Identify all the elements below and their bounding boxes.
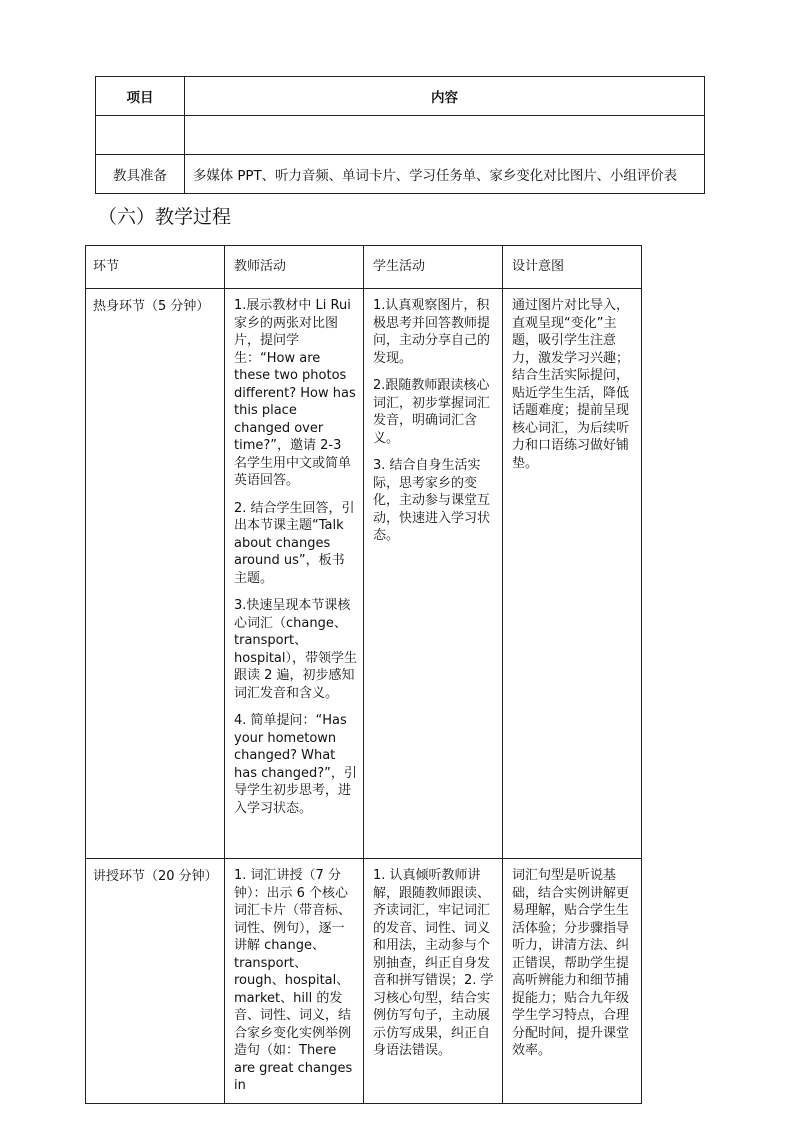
student-activity-item: 1.认真观察图片，积极思考并回答教师提问，主动分享自己的发现。 xyxy=(373,298,491,366)
design-intent-cell: 词汇句型是听说基础，结合实例讲解更易理解，贴合学生生活体验；分步骤指导听力，讲清方法、纠正错误，帮助学生提高听辨能力和细节捕捉能力；贴合九年级学生学习特点，合理分配时间，提升课堂效率。 xyxy=(503,859,642,1104)
teacher-activity-item: 2. 结合学生回答，引出本节课主题“Talk about changes around us”，板书主题。 xyxy=(234,500,355,586)
info-table-materials-row xyxy=(96,155,705,194)
process-table xyxy=(85,245,642,1104)
teacher-activity-item: 1.展示教材中 Li Rui 家乡的两张对比图片，提问学生：“How are these two photos different? How has this place changed over time?”，邀请 2-3 名学生用中文或简单英语回答。 xyxy=(234,298,356,488)
teacher-activity-item: 4. 简单提问：“Has your hometown changed? What has changed?”，引导学生初步思考，进入学习状态。 xyxy=(234,713,357,816)
design-intent-cell: 通过图片对比导入，直观呈现“变化”主题，吸引学生注意力，激发学习兴趣；结合生活实际提问，贴近学生生活，降低话题难度；提前呈现核心词汇，为后续听力和口语练习做好铺垫。 xyxy=(503,289,642,859)
student-activity-item: 3. 结合自身生活实际，思考家乡的变化，主动参与课堂互动，快速进入学习状态。 xyxy=(373,458,491,543)
header-stage: 环节 xyxy=(86,246,225,289)
header-student: 学生活动 xyxy=(364,246,503,289)
student-activity-item: 1. 认真倾听教师讲解，跟随教师跟读、齐读词汇，牢记词汇的发音、词性、词义和用法，主动参与个别抽查，纠正自身发音和拼写错误；2. 学习核心句型，结合实例仿写句子，主动展示仿写成果，纠正自身语法错误。 xyxy=(373,868,494,1058)
materials-value: 多媒体 PPT、听力音频、单词卡片、学习任务单、家乡变化对比图片、小组评价表 xyxy=(185,155,705,194)
student-activity-cell xyxy=(364,859,503,1104)
empty-cell xyxy=(185,116,705,155)
teacher-activity-cell xyxy=(225,859,364,1104)
student-activity-item: 2.跟随教师跟读核心词汇，初步掌握词汇发音，明确词汇含义。 xyxy=(373,378,491,446)
table-row xyxy=(86,859,642,1104)
stage-cell: 讲授环节（20 分钟） xyxy=(86,859,225,1104)
header-teacher: 教师活动 xyxy=(225,246,364,289)
process-header-row xyxy=(86,246,642,289)
header-intent: 设计意图 xyxy=(503,246,642,289)
teacher-activity-cell xyxy=(225,289,364,859)
materials-label: 教具准备 xyxy=(96,155,185,194)
header-item: 项目 xyxy=(96,77,185,116)
info-table xyxy=(95,76,705,194)
stage-cell: 热身环节（5 分钟） xyxy=(86,289,225,859)
header-content: 内容 xyxy=(185,77,705,116)
section-title: （六）教学过程 xyxy=(98,206,232,228)
teacher-activity-item: 3.快速呈现本节课核心词汇（change、transport、hospital），带领学生跟读 2 遍，初步感知词汇发音和含义。 xyxy=(234,598,358,701)
empty-cell xyxy=(96,116,185,155)
info-table-header-row xyxy=(96,77,705,116)
student-activity-cell xyxy=(364,289,503,859)
teacher-activity-item: 1. 词汇讲授（7 分钟）：出示 6 个核心词汇卡片（带音标、词性、例句），逐一讲解 change、transport、rough、hospital、market、hill 的发音、词性、词义，结合家乡变化实例举例造句（如：There are great changes in xyxy=(234,868,353,1093)
info-table-empty-row xyxy=(96,116,705,155)
table-row xyxy=(86,289,642,859)
